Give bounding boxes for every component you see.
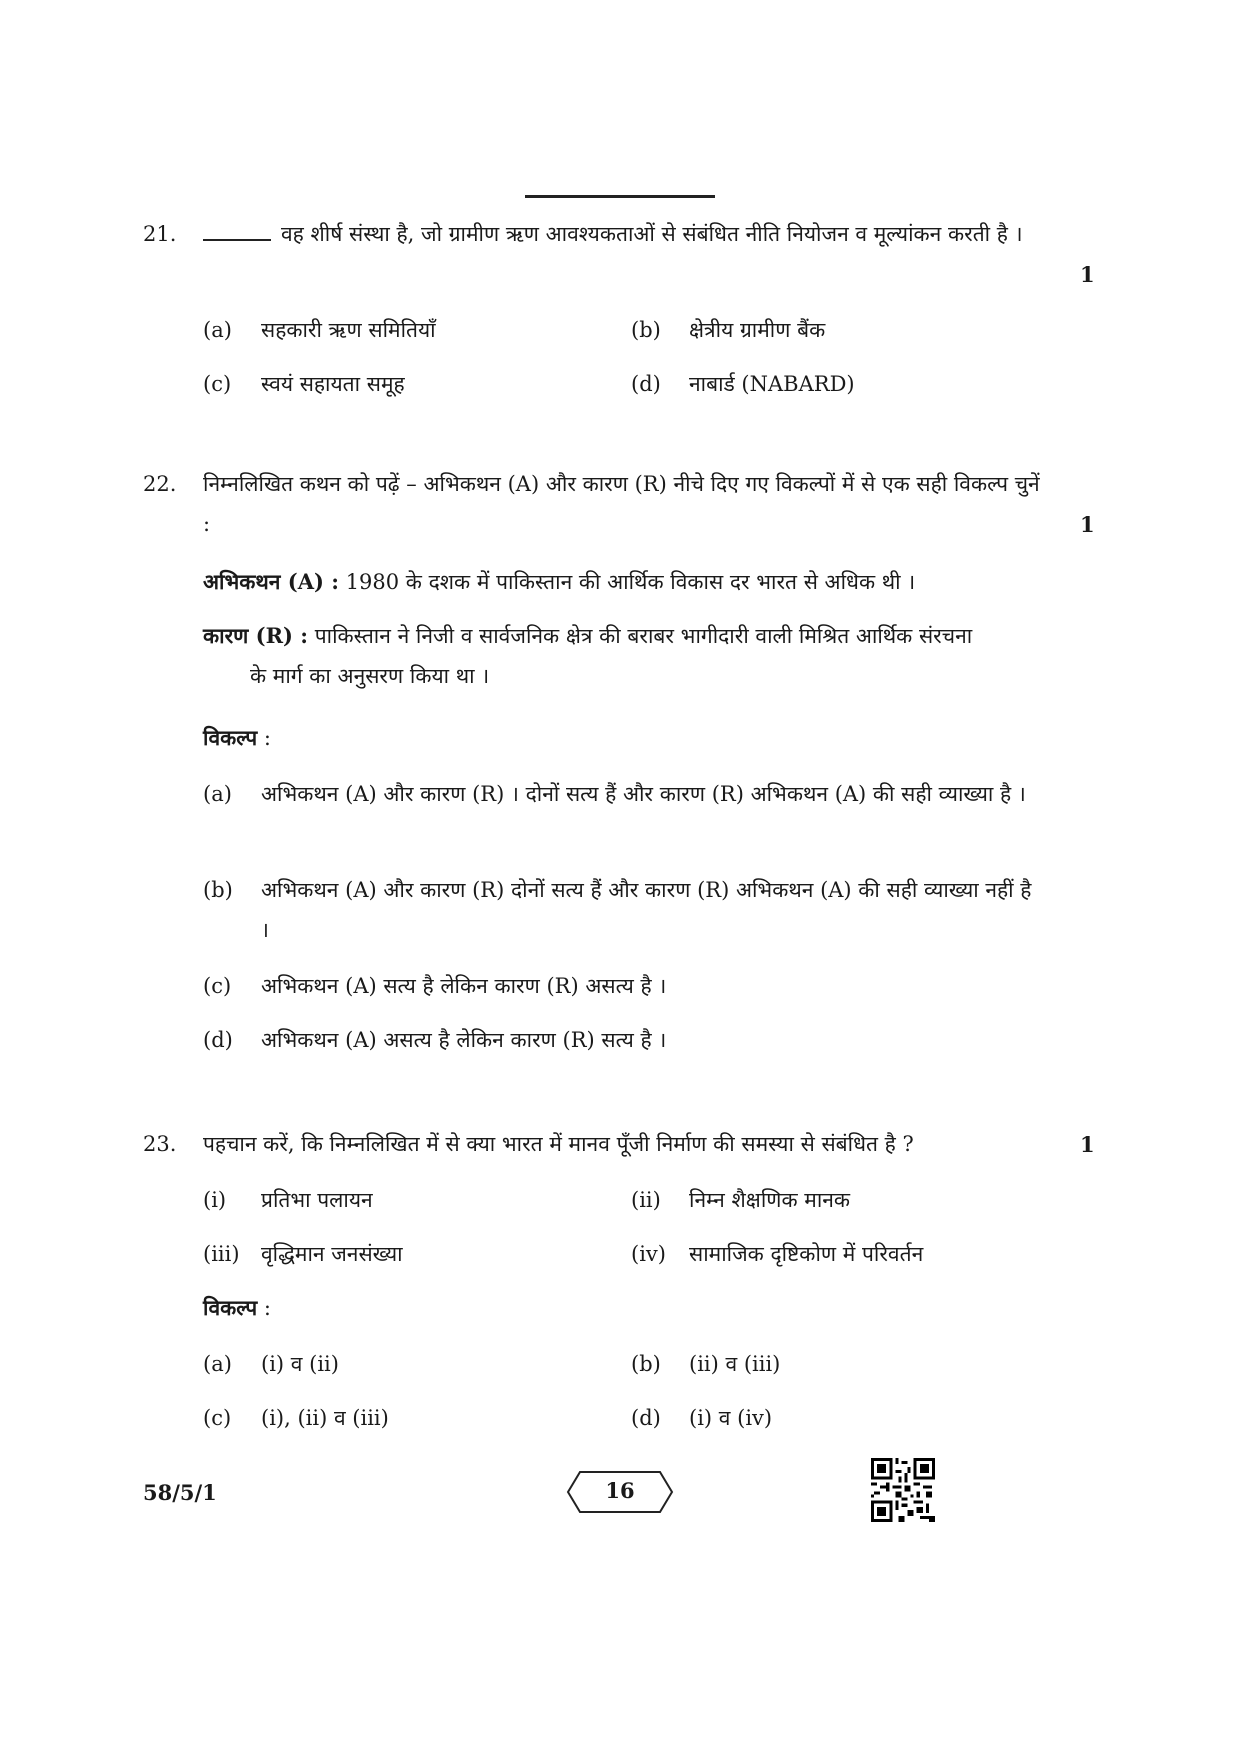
option-text: (i) व (ii) bbox=[261, 1352, 339, 1376]
item-iii bbox=[203, 1234, 403, 1274]
item-label: (i) bbox=[203, 1188, 227, 1212]
reason bbox=[203, 616, 1043, 696]
reason-label: कारण (R) : bbox=[203, 623, 309, 648]
option-text: अभिकथन (A) सत्य है लेकिन कारण (R) असत्य है । bbox=[261, 974, 667, 998]
option-c bbox=[203, 364, 405, 404]
marks: 1 bbox=[1080, 1132, 1095, 1157]
item-ii bbox=[631, 1180, 850, 1220]
option-a bbox=[203, 1344, 339, 1384]
option-label: (d) bbox=[631, 1406, 661, 1430]
option-d bbox=[631, 364, 855, 404]
option-b bbox=[203, 870, 1043, 950]
option-label: (a) bbox=[203, 318, 232, 342]
option-label: (b) bbox=[203, 878, 233, 902]
item-text: प्रतिभा पलायन bbox=[261, 1188, 373, 1212]
item-i bbox=[203, 1180, 373, 1220]
question-text-body: वह शीर्ष संस्था है, जो ग्रामीण ऋण आवश्यकताओं से संबंधित नीति नियोजन व मूल्यांकन करती है । bbox=[281, 222, 1023, 246]
options-heading-label: विकल्प bbox=[203, 725, 258, 750]
option-label: (b) bbox=[631, 318, 661, 342]
option-text: अभिकथन (A) और कारण (R) । दोनों सत्य हैं और कारण (R) अभिकथन (A) की सही व्याख्या है । bbox=[261, 782, 1026, 806]
option-text: स्वयं सहायता समूह bbox=[261, 372, 405, 396]
reason-text: पाकिस्तान ने निजी व सार्वजनिक क्षेत्र की बराबर भागीदारी वाली मिश्रित आर्थिक संरचना bbox=[314, 624, 973, 648]
marks: 1 bbox=[1080, 262, 1095, 287]
item-label: (iii) bbox=[203, 1242, 240, 1266]
options-heading-colon: : bbox=[257, 726, 271, 750]
item-text: वृद्धिमान जनसंख्या bbox=[261, 1242, 403, 1266]
fill-blank bbox=[203, 217, 271, 241]
option-text: (i), (ii) व (iii) bbox=[261, 1406, 389, 1430]
option-label: (c) bbox=[203, 372, 232, 396]
item-text: सामाजिक दृष्टिकोण में परिवर्तन bbox=[689, 1242, 924, 1266]
option-text: सहकारी ऋण समितियाँ bbox=[261, 318, 436, 342]
option-text: अभिकथन (A) असत्य है लेकिन कारण (R) सत्य है । bbox=[261, 1028, 667, 1052]
item-iv bbox=[631, 1234, 923, 1274]
question-text: निम्नलिखित कथन को पढ़ें – अभिकथन (A) और कारण (R) नीचे दिए गए विकल्पों में से एक सही विकल्प चुनें : bbox=[203, 472, 1040, 536]
question-number: 23. bbox=[143, 1132, 177, 1156]
option-label: (a) bbox=[203, 782, 232, 806]
option-text: (ii) व (iii) bbox=[689, 1352, 781, 1376]
option-a bbox=[203, 774, 1043, 814]
option-text: (i) व (iv) bbox=[689, 1406, 773, 1430]
assertion bbox=[203, 562, 1043, 602]
question-text bbox=[203, 214, 1043, 254]
question-number: 22. bbox=[143, 472, 177, 496]
option-c bbox=[203, 966, 1043, 1006]
option-label: (c) bbox=[203, 1406, 232, 1430]
item-text: निम्न शैक्षणिक मानक bbox=[689, 1188, 851, 1212]
marks: 1 bbox=[1080, 512, 1095, 537]
options-heading-colon: : bbox=[257, 1296, 271, 1320]
option-label: (b) bbox=[631, 1352, 661, 1376]
option-label: (d) bbox=[631, 372, 661, 396]
option-text: नाबार्ड (NABARD) bbox=[689, 372, 855, 396]
options-heading bbox=[203, 1288, 1043, 1328]
option-b bbox=[631, 1344, 780, 1384]
item-label: (iv) bbox=[631, 1242, 666, 1266]
option-label: (d) bbox=[203, 1028, 233, 1052]
options-heading bbox=[203, 718, 1043, 758]
option-c bbox=[203, 1398, 389, 1438]
option-label: (c) bbox=[203, 974, 232, 998]
option-text: क्षेत्रीय ग्रामीण बैंक bbox=[689, 318, 826, 342]
assertion-text: 1980 के दशक में पाकिस्तान की आर्थिक विकास दर भारत से अधिक थी । bbox=[345, 570, 916, 594]
option-text: अभिकथन (A) और कारण (R) दोनों सत्य हैं और कारण (R) अभिकथन (A) की सही व्याख्या नहीं है । bbox=[261, 878, 1032, 942]
option-label: (a) bbox=[203, 1352, 232, 1376]
options-heading-label: विकल्प bbox=[203, 1295, 258, 1320]
reason-text-cont: के मार्ग का अनुसरण किया था । bbox=[250, 664, 490, 688]
option-a bbox=[203, 310, 436, 350]
option-d bbox=[631, 1398, 772, 1438]
qr-code-icon bbox=[871, 1458, 935, 1522]
question-text: पहचान करें, कि निम्नलिखित में से क्या भारत में मानव पूँजी निर्माण की समस्या से संबंधित है ? bbox=[203, 1132, 914, 1156]
question-number: 21. bbox=[143, 222, 177, 246]
option-b bbox=[631, 310, 825, 350]
assertion-label: अभिकथन (A) : bbox=[203, 569, 339, 594]
paper-code: 58/5/1 bbox=[143, 1480, 217, 1505]
top-divider bbox=[525, 195, 715, 198]
page-number: 16 bbox=[605, 1478, 635, 1503]
option-d bbox=[203, 1020, 1043, 1060]
item-label: (ii) bbox=[631, 1188, 661, 1212]
